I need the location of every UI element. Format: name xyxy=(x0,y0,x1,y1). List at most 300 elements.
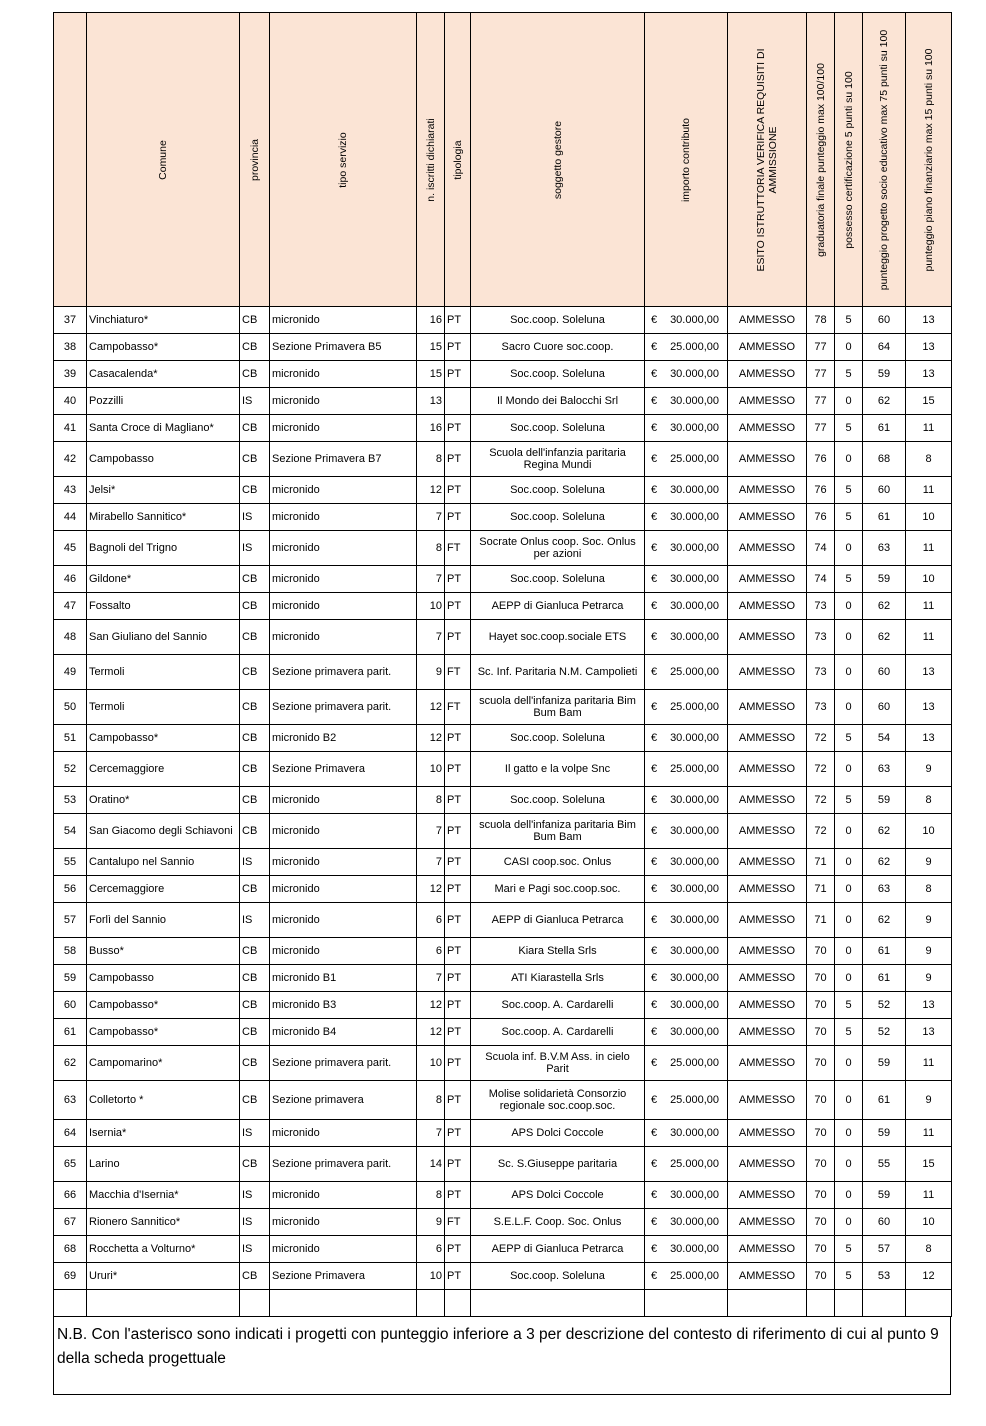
iscritti-cell: 16 xyxy=(417,415,445,442)
graduatoria-cell: 70 xyxy=(807,1120,835,1147)
comune-cell: Rionero Sannitico* xyxy=(87,1209,240,1236)
piano-cell: 10 xyxy=(906,566,952,593)
certificazione-cell: 5 xyxy=(835,361,863,388)
soggetto-gestore-cell: APS Dolci Coccole xyxy=(471,1120,645,1147)
tipo-servizio-cell: Sezione Primavera xyxy=(270,1263,417,1290)
piano-cell: 13 xyxy=(906,655,952,690)
soggetto-gestore-cell: Mari e Pagi soc.coop.soc. xyxy=(471,876,645,903)
importo-value: 30.000,00 xyxy=(670,630,719,643)
provincia-cell: IS xyxy=(240,504,270,531)
tipo-servizio-cell: micronido xyxy=(270,620,417,655)
provincia-cell: CB xyxy=(240,334,270,361)
tipologia-cell xyxy=(445,388,471,415)
tipo-servizio-cell: micronido xyxy=(270,504,417,531)
importo-value: 30.000,00 xyxy=(670,971,719,984)
tipologia-cell: PT xyxy=(445,725,471,752)
tipo-servizio-cell: micronido B4 xyxy=(270,1019,417,1046)
row-number: 69 xyxy=(54,1263,87,1290)
importo-cell xyxy=(645,992,728,1019)
iscritti-cell: 12 xyxy=(417,992,445,1019)
graduatoria-cell: 70 xyxy=(807,1046,835,1081)
piano-cell: 12 xyxy=(906,1263,952,1290)
importo-cell xyxy=(645,388,728,415)
currency-symbol: € xyxy=(651,1188,658,1201)
importo-cell xyxy=(645,1046,728,1081)
importo-value: 25.000,00 xyxy=(670,1157,719,1170)
esito-cell: AMMESSO xyxy=(728,787,807,814)
piano-cell: 8 xyxy=(906,876,952,903)
table-row xyxy=(54,1147,952,1182)
table-row xyxy=(54,849,952,876)
importo-value: 30.000,00 xyxy=(670,483,719,496)
importo-value: 30.000,00 xyxy=(670,1242,719,1255)
table-row xyxy=(54,752,952,787)
soggetto-gestore-cell: scuola dell'infaniza paritaria Bim Bum Bam xyxy=(471,814,645,849)
graduatoria-cell: 70 xyxy=(807,965,835,992)
importo-cell xyxy=(645,442,728,477)
progetto-cell: 62 xyxy=(863,593,906,620)
progetto-cell: 62 xyxy=(863,388,906,415)
header-importo: importo contributo xyxy=(645,13,728,307)
tipo-servizio-cell: micronido xyxy=(270,814,417,849)
soggetto-gestore-cell: Sacro Cuore soc.coop. xyxy=(471,334,645,361)
currency-symbol: € xyxy=(651,394,658,407)
currency-symbol: € xyxy=(651,882,658,895)
provincia-cell: CB xyxy=(240,787,270,814)
row-number: 40 xyxy=(54,388,87,415)
tipo-servizio-cell: Sezione Primavera B7 xyxy=(270,442,417,477)
empty-cell xyxy=(835,1290,863,1317)
esito-cell: AMMESSO xyxy=(728,849,807,876)
currency-symbol: € xyxy=(651,1215,658,1228)
table-row xyxy=(54,1081,952,1120)
header-iscritti: n. iscritti dichiarati xyxy=(417,13,445,307)
row-number: 57 xyxy=(54,903,87,938)
iscritti-cell: 7 xyxy=(417,504,445,531)
graduatoria-cell: 70 xyxy=(807,1236,835,1263)
tipo-servizio-cell: micronido xyxy=(270,903,417,938)
esito-cell: AMMESSO xyxy=(728,1046,807,1081)
importo-value: 30.000,00 xyxy=(670,394,719,407)
progetto-cell: 60 xyxy=(863,655,906,690)
table-row xyxy=(54,814,952,849)
tipo-servizio-cell: micronido xyxy=(270,787,417,814)
soggetto-gestore-cell: CASI coop.soc. Onlus xyxy=(471,849,645,876)
graduatoria-cell: 70 xyxy=(807,1263,835,1290)
soggetto-gestore-cell: Soc.coop. Soleluna xyxy=(471,566,645,593)
esito-cell: AMMESSO xyxy=(728,1209,807,1236)
esito-cell: AMMESSO xyxy=(728,876,807,903)
iscritti-cell: 7 xyxy=(417,849,445,876)
provincia-cell: CB xyxy=(240,1147,270,1182)
soggetto-gestore-cell: Kiara Stella Srls xyxy=(471,938,645,965)
importo-value: 30.000,00 xyxy=(670,882,719,895)
certificazione-cell: 0 xyxy=(835,876,863,903)
currency-symbol: € xyxy=(651,630,658,643)
tipo-servizio-cell: micronido xyxy=(270,1120,417,1147)
piano-cell: 11 xyxy=(906,620,952,655)
certificazione-cell: 0 xyxy=(835,1081,863,1120)
certificazione-cell: 0 xyxy=(835,442,863,477)
header-comune: Comune xyxy=(87,13,240,307)
iscritti-cell: 14 xyxy=(417,1147,445,1182)
graduatoria-cell: 77 xyxy=(807,388,835,415)
graduatoria-cell: 72 xyxy=(807,814,835,849)
importo-cell xyxy=(645,938,728,965)
comune-cell: San Giacomo degli Schiavoni xyxy=(87,814,240,849)
currency-symbol: € xyxy=(651,793,658,806)
row-number: 61 xyxy=(54,1019,87,1046)
empty-cell xyxy=(445,1290,471,1317)
tipologia-cell: PT xyxy=(445,903,471,938)
progetto-cell: 60 xyxy=(863,307,906,334)
tipo-servizio-cell: micronido xyxy=(270,415,417,442)
tipologia-cell: FT xyxy=(445,690,471,725)
tipologia-cell: PT xyxy=(445,1019,471,1046)
importo-cell xyxy=(645,1147,728,1182)
importo-value: 30.000,00 xyxy=(670,541,719,554)
tipo-servizio-cell: Sezione primavera xyxy=(270,1081,417,1120)
piano-cell: 9 xyxy=(906,1081,952,1120)
importo-cell xyxy=(645,690,728,725)
table-row xyxy=(54,477,952,504)
currency-symbol: € xyxy=(651,855,658,868)
tipo-servizio-cell: micronido xyxy=(270,1209,417,1236)
iscritti-cell: 6 xyxy=(417,903,445,938)
soggetto-gestore-cell: APS Dolci Coccole xyxy=(471,1182,645,1209)
tipologia-cell: PT xyxy=(445,1263,471,1290)
tipologia-cell: FT xyxy=(445,1209,471,1236)
comune-cell: Vinchiaturo* xyxy=(87,307,240,334)
graduatoria-cell: 73 xyxy=(807,655,835,690)
tipologia-cell: PT xyxy=(445,876,471,903)
empty-cell xyxy=(54,1290,87,1317)
certificazione-cell: 0 xyxy=(835,903,863,938)
empty-cell xyxy=(471,1290,645,1317)
importo-cell xyxy=(645,566,728,593)
provincia-cell: CB xyxy=(240,442,270,477)
iscritti-cell: 7 xyxy=(417,965,445,992)
row-number: 62 xyxy=(54,1046,87,1081)
piano-cell: 9 xyxy=(906,965,952,992)
importo-cell xyxy=(645,1081,728,1120)
soggetto-gestore-cell: Soc.coop. Soleluna xyxy=(471,307,645,334)
table-row xyxy=(54,1236,952,1263)
piano-cell: 11 xyxy=(906,531,952,566)
row-number: 43 xyxy=(54,477,87,504)
progetto-cell: 61 xyxy=(863,965,906,992)
importo-value: 30.000,00 xyxy=(670,367,719,380)
graduatoria-cell: 74 xyxy=(807,566,835,593)
soggetto-gestore-cell: AEPP di Gianluca Petrarca xyxy=(471,903,645,938)
progetto-cell: 61 xyxy=(863,938,906,965)
iscritti-cell: 7 xyxy=(417,566,445,593)
header-tipologia: tipologia xyxy=(445,13,471,307)
importo-value: 25.000,00 xyxy=(670,1056,719,1069)
comune-cell: Macchia d'Isernia* xyxy=(87,1182,240,1209)
esito-cell: AMMESSO xyxy=(728,965,807,992)
row-number: 67 xyxy=(54,1209,87,1236)
importo-value: 30.000,00 xyxy=(670,793,719,806)
tipologia-cell: PT xyxy=(445,361,471,388)
esito-cell: AMMESSO xyxy=(728,1120,807,1147)
comune-cell: Forlì del Sannio xyxy=(87,903,240,938)
certificazione-cell: 0 xyxy=(835,1182,863,1209)
importo-value: 30.000,00 xyxy=(670,1126,719,1139)
currency-symbol: € xyxy=(651,1269,658,1282)
currency-symbol: € xyxy=(651,1056,658,1069)
progetto-cell: 64 xyxy=(863,334,906,361)
importo-cell xyxy=(645,504,728,531)
comune-cell: Larino xyxy=(87,1147,240,1182)
provincia-cell: CB xyxy=(240,725,270,752)
tipologia-cell: PT xyxy=(445,566,471,593)
table-row xyxy=(54,1120,952,1147)
tipo-servizio-cell: Sezione primavera parit. xyxy=(270,1046,417,1081)
provincia-cell: IS xyxy=(240,849,270,876)
esito-cell: AMMESSO xyxy=(728,752,807,787)
importo-value: 30.000,00 xyxy=(670,1188,719,1201)
tipo-servizio-cell: Sezione Primavera xyxy=(270,752,417,787)
graduatoria-cell: 70 xyxy=(807,1209,835,1236)
tipo-servizio-cell: micronido B1 xyxy=(270,965,417,992)
tipo-servizio-cell: Sezione primavera parit. xyxy=(270,655,417,690)
certificazione-cell: 0 xyxy=(835,849,863,876)
tipologia-cell: PT xyxy=(445,787,471,814)
progetto-cell: 61 xyxy=(863,415,906,442)
tipo-servizio-cell: micronido xyxy=(270,1236,417,1263)
progetto-cell: 53 xyxy=(863,1263,906,1290)
comune-cell: Rocchetta a Volturno* xyxy=(87,1236,240,1263)
graduatoria-cell: 71 xyxy=(807,876,835,903)
row-number: 37 xyxy=(54,307,87,334)
importo-cell xyxy=(645,725,728,752)
iscritti-cell: 16 xyxy=(417,307,445,334)
tipo-servizio-cell: micronido B2 xyxy=(270,725,417,752)
row-number: 55 xyxy=(54,849,87,876)
tipo-servizio-cell: micronido xyxy=(270,388,417,415)
header-provincia: provincia xyxy=(240,13,270,307)
comune-cell: Casacalenda* xyxy=(87,361,240,388)
progetto-cell: 60 xyxy=(863,1209,906,1236)
importo-cell xyxy=(645,307,728,334)
importo-value: 25.000,00 xyxy=(670,340,719,353)
piano-cell: 11 xyxy=(906,477,952,504)
tipo-servizio-cell: micronido xyxy=(270,531,417,566)
soggetto-gestore-cell: S.E.L.F. Coop. Soc. Onlus xyxy=(471,1209,645,1236)
row-number: 60 xyxy=(54,992,87,1019)
piano-cell: 11 xyxy=(906,593,952,620)
progetto-cell: 60 xyxy=(863,690,906,725)
importo-value: 30.000,00 xyxy=(670,421,719,434)
piano-cell: 11 xyxy=(906,1120,952,1147)
piano-cell: 15 xyxy=(906,388,952,415)
table-row xyxy=(54,504,952,531)
importo-value: 30.000,00 xyxy=(670,913,719,926)
provincia-cell: CB xyxy=(240,752,270,787)
comune-cell: Santa Croce di Magliano* xyxy=(87,415,240,442)
tipo-servizio-cell: micronido xyxy=(270,938,417,965)
tipologia-cell: PT xyxy=(445,992,471,1019)
comune-cell: Bagnoli del Trigno xyxy=(87,531,240,566)
tipo-servizio-cell: micronido xyxy=(270,566,417,593)
soggetto-gestore-cell: Scuola inf. B.V.M Ass. in cielo Parit xyxy=(471,1046,645,1081)
progetto-cell: 59 xyxy=(863,361,906,388)
certificazione-cell: 0 xyxy=(835,655,863,690)
graduatoria-cell: 70 xyxy=(807,1147,835,1182)
iscritti-cell: 8 xyxy=(417,531,445,566)
piano-cell: 11 xyxy=(906,1046,952,1081)
tipologia-cell: PT xyxy=(445,620,471,655)
currency-symbol: € xyxy=(651,1025,658,1038)
importo-cell xyxy=(645,1019,728,1046)
certificazione-cell: 5 xyxy=(835,992,863,1019)
currency-symbol: € xyxy=(651,700,658,713)
comune-cell: San Giuliano del Sannio xyxy=(87,620,240,655)
tipo-servizio-cell: micronido xyxy=(270,1182,417,1209)
table-row xyxy=(54,690,952,725)
provincia-cell: CB xyxy=(240,477,270,504)
graduatoria-cell: 72 xyxy=(807,725,835,752)
iscritti-cell: 12 xyxy=(417,690,445,725)
iscritti-cell: 10 xyxy=(417,752,445,787)
provincia-cell: CB xyxy=(240,814,270,849)
iscritti-cell: 15 xyxy=(417,361,445,388)
tipologia-cell: PT xyxy=(445,477,471,504)
graduatoria-cell: 73 xyxy=(807,690,835,725)
importo-value: 25.000,00 xyxy=(670,1269,719,1282)
certificazione-cell: 5 xyxy=(835,787,863,814)
certificazione-cell: 5 xyxy=(835,566,863,593)
importo-value: 25.000,00 xyxy=(670,700,719,713)
currency-symbol: € xyxy=(651,340,658,353)
table-row xyxy=(54,876,952,903)
currency-symbol: € xyxy=(651,731,658,744)
progetto-cell: 68 xyxy=(863,442,906,477)
certificazione-cell: 0 xyxy=(835,620,863,655)
header-progetto: punteggio progetto socio educativo max 75 punti su 100 xyxy=(863,13,906,307)
comune-cell: Campomarino* xyxy=(87,1046,240,1081)
table-row xyxy=(54,992,952,1019)
soggetto-gestore-cell: Scuola dell'infanzia paritaria Regina Mundi xyxy=(471,442,645,477)
progetto-cell: 63 xyxy=(863,752,906,787)
iscritti-cell: 8 xyxy=(417,1081,445,1120)
tipo-servizio-cell: micronido xyxy=(270,361,417,388)
importo-value: 30.000,00 xyxy=(670,998,719,1011)
progetto-cell: 62 xyxy=(863,814,906,849)
iscritti-cell: 10 xyxy=(417,1263,445,1290)
esito-cell: AMMESSO xyxy=(728,1147,807,1182)
soggetto-gestore-cell: Soc.coop. A. Cardarelli xyxy=(471,1019,645,1046)
soggetto-gestore-cell: AEPP di Gianluca Petrarca xyxy=(471,593,645,620)
piano-cell: 13 xyxy=(906,307,952,334)
piano-cell: 13 xyxy=(906,725,952,752)
graduatoria-cell: 76 xyxy=(807,442,835,477)
soggetto-gestore-cell: Il Mondo dei Balocchi Srl xyxy=(471,388,645,415)
progetto-cell: 59 xyxy=(863,1120,906,1147)
provincia-cell: CB xyxy=(240,992,270,1019)
iscritti-cell: 8 xyxy=(417,442,445,477)
row-number: 54 xyxy=(54,814,87,849)
provincia-cell: IS xyxy=(240,1182,270,1209)
table-row xyxy=(54,965,952,992)
currency-symbol: € xyxy=(651,971,658,984)
esito-cell: AMMESSO xyxy=(728,307,807,334)
tipo-servizio-cell: micronido xyxy=(270,593,417,620)
graduatoria-cell: 76 xyxy=(807,477,835,504)
importo-cell xyxy=(645,1209,728,1236)
iscritti-cell: 12 xyxy=(417,876,445,903)
iscritti-cell: 7 xyxy=(417,620,445,655)
progetto-cell: 61 xyxy=(863,504,906,531)
iscritti-cell: 12 xyxy=(417,725,445,752)
currency-symbol: € xyxy=(651,762,658,775)
tipologia-cell: FT xyxy=(445,655,471,690)
soggetto-gestore-cell: Sc. Inf. Paritaria N.M. Campolieti xyxy=(471,655,645,690)
soggetto-gestore-cell: Soc.coop. Soleluna xyxy=(471,1263,645,1290)
currency-symbol: € xyxy=(651,510,658,523)
row-number: 50 xyxy=(54,690,87,725)
soggetto-gestore-cell: Soc.coop. Soleluna xyxy=(471,477,645,504)
provincia-cell: CB xyxy=(240,938,270,965)
row-number: 56 xyxy=(54,876,87,903)
esito-cell: AMMESSO xyxy=(728,1019,807,1046)
soggetto-gestore-cell: ATI Kiarastella Srls xyxy=(471,965,645,992)
comune-cell: Campobasso xyxy=(87,442,240,477)
currency-symbol: € xyxy=(651,541,658,554)
row-number: 51 xyxy=(54,725,87,752)
soggetto-gestore-cell: Soc.coop. Soleluna xyxy=(471,725,645,752)
row-number: 45 xyxy=(54,531,87,566)
table-row xyxy=(54,1046,952,1081)
importo-value: 30.000,00 xyxy=(670,313,719,326)
soggetto-gestore-cell: Soc.coop. Soleluna xyxy=(471,415,645,442)
tipologia-cell: PT xyxy=(445,1182,471,1209)
piano-cell: 13 xyxy=(906,690,952,725)
table-row xyxy=(54,620,952,655)
tipologia-cell: PT xyxy=(445,1120,471,1147)
piano-cell: 9 xyxy=(906,752,952,787)
importo-cell xyxy=(645,593,728,620)
table-row xyxy=(54,1263,952,1290)
importo-value: 30.000,00 xyxy=(670,1025,719,1038)
progetto-cell: 55 xyxy=(863,1147,906,1182)
header-graduatoria: graduatoria finale punteggio max 100/100 xyxy=(807,13,835,307)
graduatoria-cell: 74 xyxy=(807,531,835,566)
header-tipo-servizio: tipo servizio xyxy=(270,13,417,307)
comune-cell: Fossalto xyxy=(87,593,240,620)
certificazione-cell: 5 xyxy=(835,725,863,752)
esito-cell: AMMESSO xyxy=(728,415,807,442)
graduatoria-cell: 77 xyxy=(807,415,835,442)
tipologia-cell: PT xyxy=(445,965,471,992)
esito-cell: AMMESSO xyxy=(728,361,807,388)
esito-cell: AMMESSO xyxy=(728,725,807,752)
tipologia-cell: PT xyxy=(445,504,471,531)
comune-cell: Campobasso* xyxy=(87,992,240,1019)
provincia-cell: CB xyxy=(240,1081,270,1120)
esito-cell: AMMESSO xyxy=(728,938,807,965)
header-row xyxy=(54,13,952,307)
row-number: 64 xyxy=(54,1120,87,1147)
importo-cell xyxy=(645,1182,728,1209)
tipologia-cell: PT xyxy=(445,752,471,787)
provincia-cell: CB xyxy=(240,1019,270,1046)
importo-cell xyxy=(645,415,728,442)
soggetto-gestore-cell: Soc.coop. Soleluna xyxy=(471,504,645,531)
empty-cell xyxy=(906,1290,952,1317)
piano-cell: 13 xyxy=(906,1019,952,1046)
